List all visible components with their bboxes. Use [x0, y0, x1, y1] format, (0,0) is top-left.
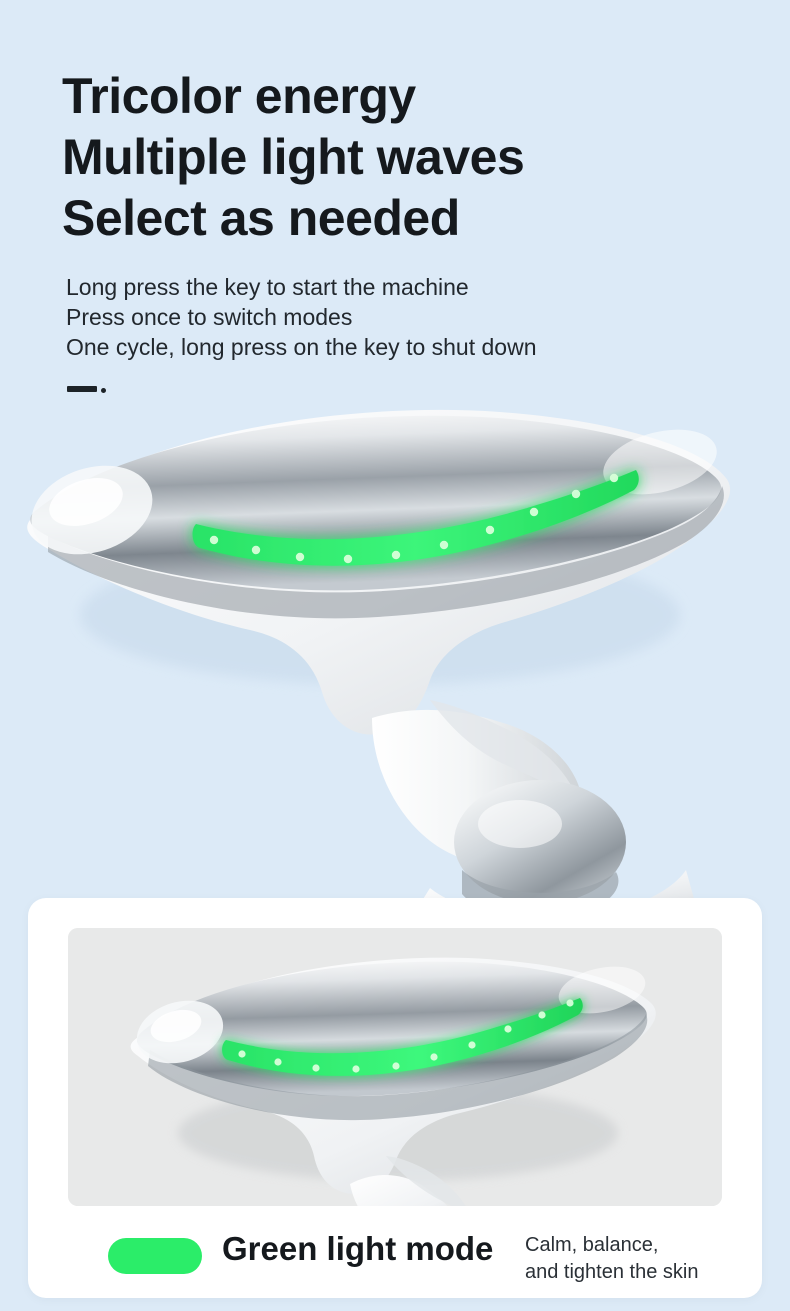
green-mode-label: Green light mode — [222, 1230, 494, 1267]
dash-decoration — [67, 386, 97, 392]
instruction-line-3: One cycle, long press on the key to shut down — [66, 334, 537, 360]
headline-block — [62, 66, 702, 249]
green-mode-card — [28, 898, 762, 1298]
green-mode-description-line-2: and tighten the skin — [525, 1261, 699, 1283]
legend-row — [70, 1228, 730, 1284]
green-mode-description-line-1: Calm, balance, — [525, 1234, 659, 1256]
dot-decoration — [101, 388, 106, 393]
hero-device-image — [0, 400, 790, 920]
instruction-line-1: Long press the key to start the machine — [66, 274, 469, 300]
headline-line-2: Multiple light waves — [62, 129, 525, 185]
green-mode-photo — [68, 928, 722, 1206]
green-mode-description — [525, 1232, 735, 1286]
green-color-swatch — [108, 1238, 202, 1274]
headline-line-3: Select as needed — [62, 190, 460, 246]
instruction-line-2: Press once to switch modes — [66, 304, 353, 330]
headline-line-1: Tricolor energy — [62, 68, 416, 124]
instructions-block — [66, 272, 706, 362]
